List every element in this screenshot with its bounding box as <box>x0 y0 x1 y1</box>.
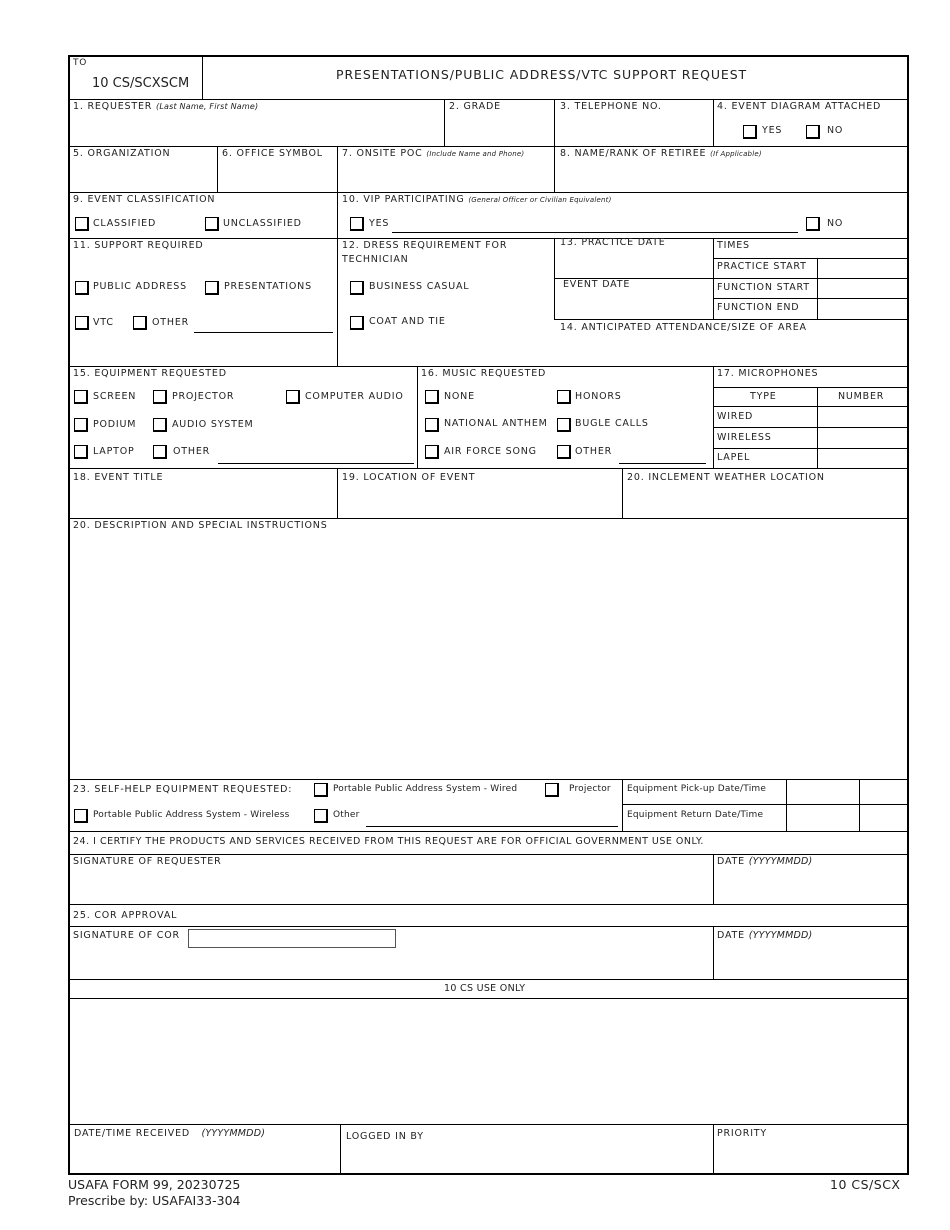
practice-date-label: 13. PRACTICE DATE <box>560 237 666 248</box>
presentations-label: PRESENTATIONS <box>224 281 312 292</box>
pickup-date-field[interactable] <box>787 780 858 803</box>
af-song-label: AIR FORCE SONG <box>444 446 537 457</box>
grade-field[interactable] <box>446 113 553 145</box>
honors-checkbox[interactable] <box>557 390 571 404</box>
vip-name-line[interactable] <box>392 232 798 233</box>
laptop-label: LAPTOP <box>93 446 135 457</box>
practice-start-label: PRACTICE START <box>717 261 807 272</box>
screen-label: SCREEN <box>93 391 137 402</box>
to-label: TO <box>73 58 88 68</box>
music-none-label: NONE <box>444 391 475 402</box>
cor-date-label: DATE (YYYYMMDD) <box>717 930 813 941</box>
public-address-label: PUBLIC ADDRESS <box>93 281 187 292</box>
divider <box>202 56 203 99</box>
projector-label: PROJECTOR <box>172 391 235 402</box>
office-use-area[interactable] <box>72 1001 904 1121</box>
bugle-calls-label: BUGLE CALLS <box>575 418 649 429</box>
equipment-other-label: OTHER <box>173 446 211 457</box>
diagram-no-checkbox[interactable] <box>806 125 820 139</box>
requester-field[interactable] <box>70 113 443 145</box>
music-other-label: OTHER <box>575 446 613 457</box>
date-received-label: DATE/TIME RECEIVED (YYYYMMDD) <box>74 1128 266 1139</box>
vtc-label: VTC <box>93 317 114 328</box>
podium-checkbox[interactable] <box>74 418 88 432</box>
microphones-label: 17. MICROPHONES <box>717 368 819 379</box>
pa-wireless-checkbox[interactable] <box>74 809 88 823</box>
certify-statement: 24. I CERTIFY THE PRODUCTS AND SERVICES RECEIVED FROM THIS REQUEST ARE FOR OFFICIAL GOVERNMENT USE ONLY. <box>73 836 704 847</box>
vip-no-checkbox[interactable] <box>806 217 820 231</box>
business-casual-checkbox[interactable] <box>350 281 364 295</box>
mic-type-header: TYPE <box>750 391 777 402</box>
diagram-label: 4. EVENT DIAGRAM ATTACHED <box>717 101 882 112</box>
mic-wireless-number[interactable] <box>818 428 907 448</box>
projector-checkbox[interactable] <box>153 390 167 404</box>
logged-in-by-label: LOGGED IN BY <box>346 1131 424 1142</box>
mic-lapel-number[interactable] <box>818 449 907 468</box>
form-number: USAFA FORM 99, 20230725 <box>68 1177 241 1192</box>
equipment-other-line[interactable] <box>218 463 414 464</box>
music-other-line[interactable] <box>619 463 706 464</box>
podium-label: PODIUM <box>93 419 137 430</box>
description-label: 20. DESCRIPTION AND SPECIAL INSTRUCTIONS <box>73 520 328 531</box>
event-title-label: 18. EVENT TITLE <box>73 472 164 483</box>
return-date-field[interactable] <box>787 805 858 830</box>
presentations-checkbox[interactable] <box>205 281 219 295</box>
vip-yes-checkbox[interactable] <box>350 217 364 231</box>
pa-wired-label: Portable Public Address System - Wired <box>333 784 518 794</box>
pickup-label: Equipment Pick-up Date/Time <box>627 784 767 794</box>
retiree-label: 8. NAME/RANK OF RETIREE (If Applicable) <box>560 148 762 159</box>
diagram-yes-label: YES <box>762 125 783 136</box>
bugle-calls-checkbox[interactable] <box>557 418 571 432</box>
vtc-checkbox[interactable] <box>75 316 89 330</box>
function-start-label: FUNCTION START <box>717 282 810 293</box>
to-value: 10 CS/SCXSCM <box>92 76 190 91</box>
times-label: TIMES <box>717 240 750 251</box>
telephone-label: 3. TELEPHONE NO. <box>560 101 662 112</box>
computer-audio-label: COMPUTER AUDIO <box>305 391 404 402</box>
mic-number-header: NUMBER <box>838 391 885 402</box>
office-code: 10 CS/SCX <box>830 1177 901 1192</box>
support-other-line[interactable] <box>194 332 333 333</box>
requester-date-label: DATE (YYYYMMDD) <box>717 856 813 867</box>
classified-label: CLASSIFIED <box>93 218 157 229</box>
attendance-label: 14. ANTICIPATED ATTENDANCE/SIZE OF AREA <box>560 322 807 333</box>
vip-no-label: NO <box>827 218 844 229</box>
diagram-no-label: NO <box>827 125 844 136</box>
computer-audio-checkbox[interactable] <box>286 390 300 404</box>
pickup-time-field[interactable] <box>860 780 907 803</box>
audio-system-checkbox[interactable] <box>153 418 167 432</box>
music-none-checkbox[interactable] <box>425 390 439 404</box>
use-only-header: 10 CS USE ONLY <box>444 983 526 994</box>
support-other-checkbox[interactable] <box>133 316 147 330</box>
requester-signature-field[interactable] <box>72 870 710 902</box>
honors-label: HONORS <box>575 391 622 402</box>
inclement-location-label: 20. INCLEMENT WEATHER LOCATION <box>627 472 825 483</box>
support-label: 11. SUPPORT REQUIRED <box>73 240 204 251</box>
anthem-checkbox[interactable] <box>425 418 439 432</box>
requester-date-field[interactable] <box>716 870 906 902</box>
dress-label-2: TECHNICIAN <box>342 254 409 265</box>
function-end-label: FUNCTION END <box>717 302 800 313</box>
cor-signature-label: SIGNATURE OF COR <box>73 930 180 941</box>
priority-label: PRIORITY <box>717 1128 768 1139</box>
screen-checkbox[interactable] <box>74 390 88 404</box>
coat-tie-label: COAT AND TIE <box>369 316 446 327</box>
pa-wired-checkbox[interactable] <box>314 783 328 797</box>
self-help-projector-label: Projector <box>569 784 611 794</box>
unclassified-label: UNCLASSIFIED <box>223 218 302 229</box>
vip-yes-label: YES <box>369 218 390 229</box>
form-title: PRESENTATIONS/PUBLIC ADDRESS/VTC SUPPORT REQUEST <box>336 67 748 82</box>
event-date-label: EVENT DATE <box>563 279 631 290</box>
equipment-other-checkbox[interactable] <box>153 445 167 459</box>
classification-label: 9. EVENT CLASSIFICATION <box>73 194 216 205</box>
requester-signature-label: SIGNATURE OF REQUESTER <box>73 856 222 867</box>
vip-label: 10. VIP PARTICIPATING (General Officer or Civilian Equivalent) <box>342 194 612 205</box>
coat-tie-checkbox[interactable] <box>350 316 364 330</box>
mic-wired-label: WIRED <box>717 411 754 422</box>
grade-label: 2. GRADE <box>449 101 501 112</box>
return-label: Equipment Return Date/Time <box>627 810 764 820</box>
requester-label: 1. REQUESTER (Last Name, First Name) <box>73 101 259 112</box>
cor-signature-field[interactable] <box>188 929 396 948</box>
business-casual-label: BUSINESS CASUAL <box>369 281 470 292</box>
telephone-field[interactable] <box>556 113 712 145</box>
music-other-checkbox[interactable] <box>557 445 571 459</box>
self-help-other-line[interactable] <box>366 826 618 827</box>
self-help-other-label: Other <box>333 810 360 820</box>
cor-date-field[interactable] <box>716 944 906 977</box>
anthem-label: NATIONAL ANTHEM <box>444 418 548 429</box>
mic-lapel-label: LAPEL <box>717 452 751 463</box>
unclassified-checkbox[interactable] <box>205 217 219 231</box>
onsite-poc-label: 7. ONSITE POC (Include Name and Phone) <box>342 148 525 159</box>
laptop-checkbox[interactable] <box>74 445 88 459</box>
mic-wireless-label: WIRELESS <box>717 432 772 443</box>
location-label: 19. LOCATION OF EVENT <box>342 472 476 483</box>
support-other-label: OTHER <box>152 317 190 328</box>
office-symbol-label: 6. OFFICE SYMBOL <box>222 148 323 159</box>
organization-label: 5. ORGANIZATION <box>73 148 171 159</box>
diagram-yes-checkbox[interactable] <box>743 125 757 139</box>
public-address-checkbox[interactable] <box>75 281 89 295</box>
return-time-field[interactable] <box>860 805 907 830</box>
music-label: 16. MUSIC REQUESTED <box>421 368 547 379</box>
audio-system-label: AUDIO SYSTEM <box>172 419 254 430</box>
equipment-label: 15. EQUIPMENT REQUESTED <box>73 368 227 379</box>
divider <box>69 99 908 100</box>
self-help-other-checkbox[interactable] <box>314 809 328 823</box>
af-song-checkbox[interactable] <box>425 445 439 459</box>
mic-wired-number[interactable] <box>818 407 907 427</box>
pa-wireless-label: Portable Public Address System - Wireless <box>93 810 290 820</box>
dress-label: 12. DRESS REQUIREMENT FOR <box>342 240 508 251</box>
classified-checkbox[interactable] <box>75 217 89 231</box>
description-field[interactable] <box>72 536 904 776</box>
self-help-label: 23. SELF-HELP EQUIPMENT REQUESTED: <box>73 784 293 795</box>
self-help-projector-checkbox[interactable] <box>545 783 559 797</box>
prescribed-by: Prescribe by: USAFAI33-304 <box>68 1193 241 1208</box>
cor-approval-label: 25. COR APPROVAL <box>73 910 178 921</box>
